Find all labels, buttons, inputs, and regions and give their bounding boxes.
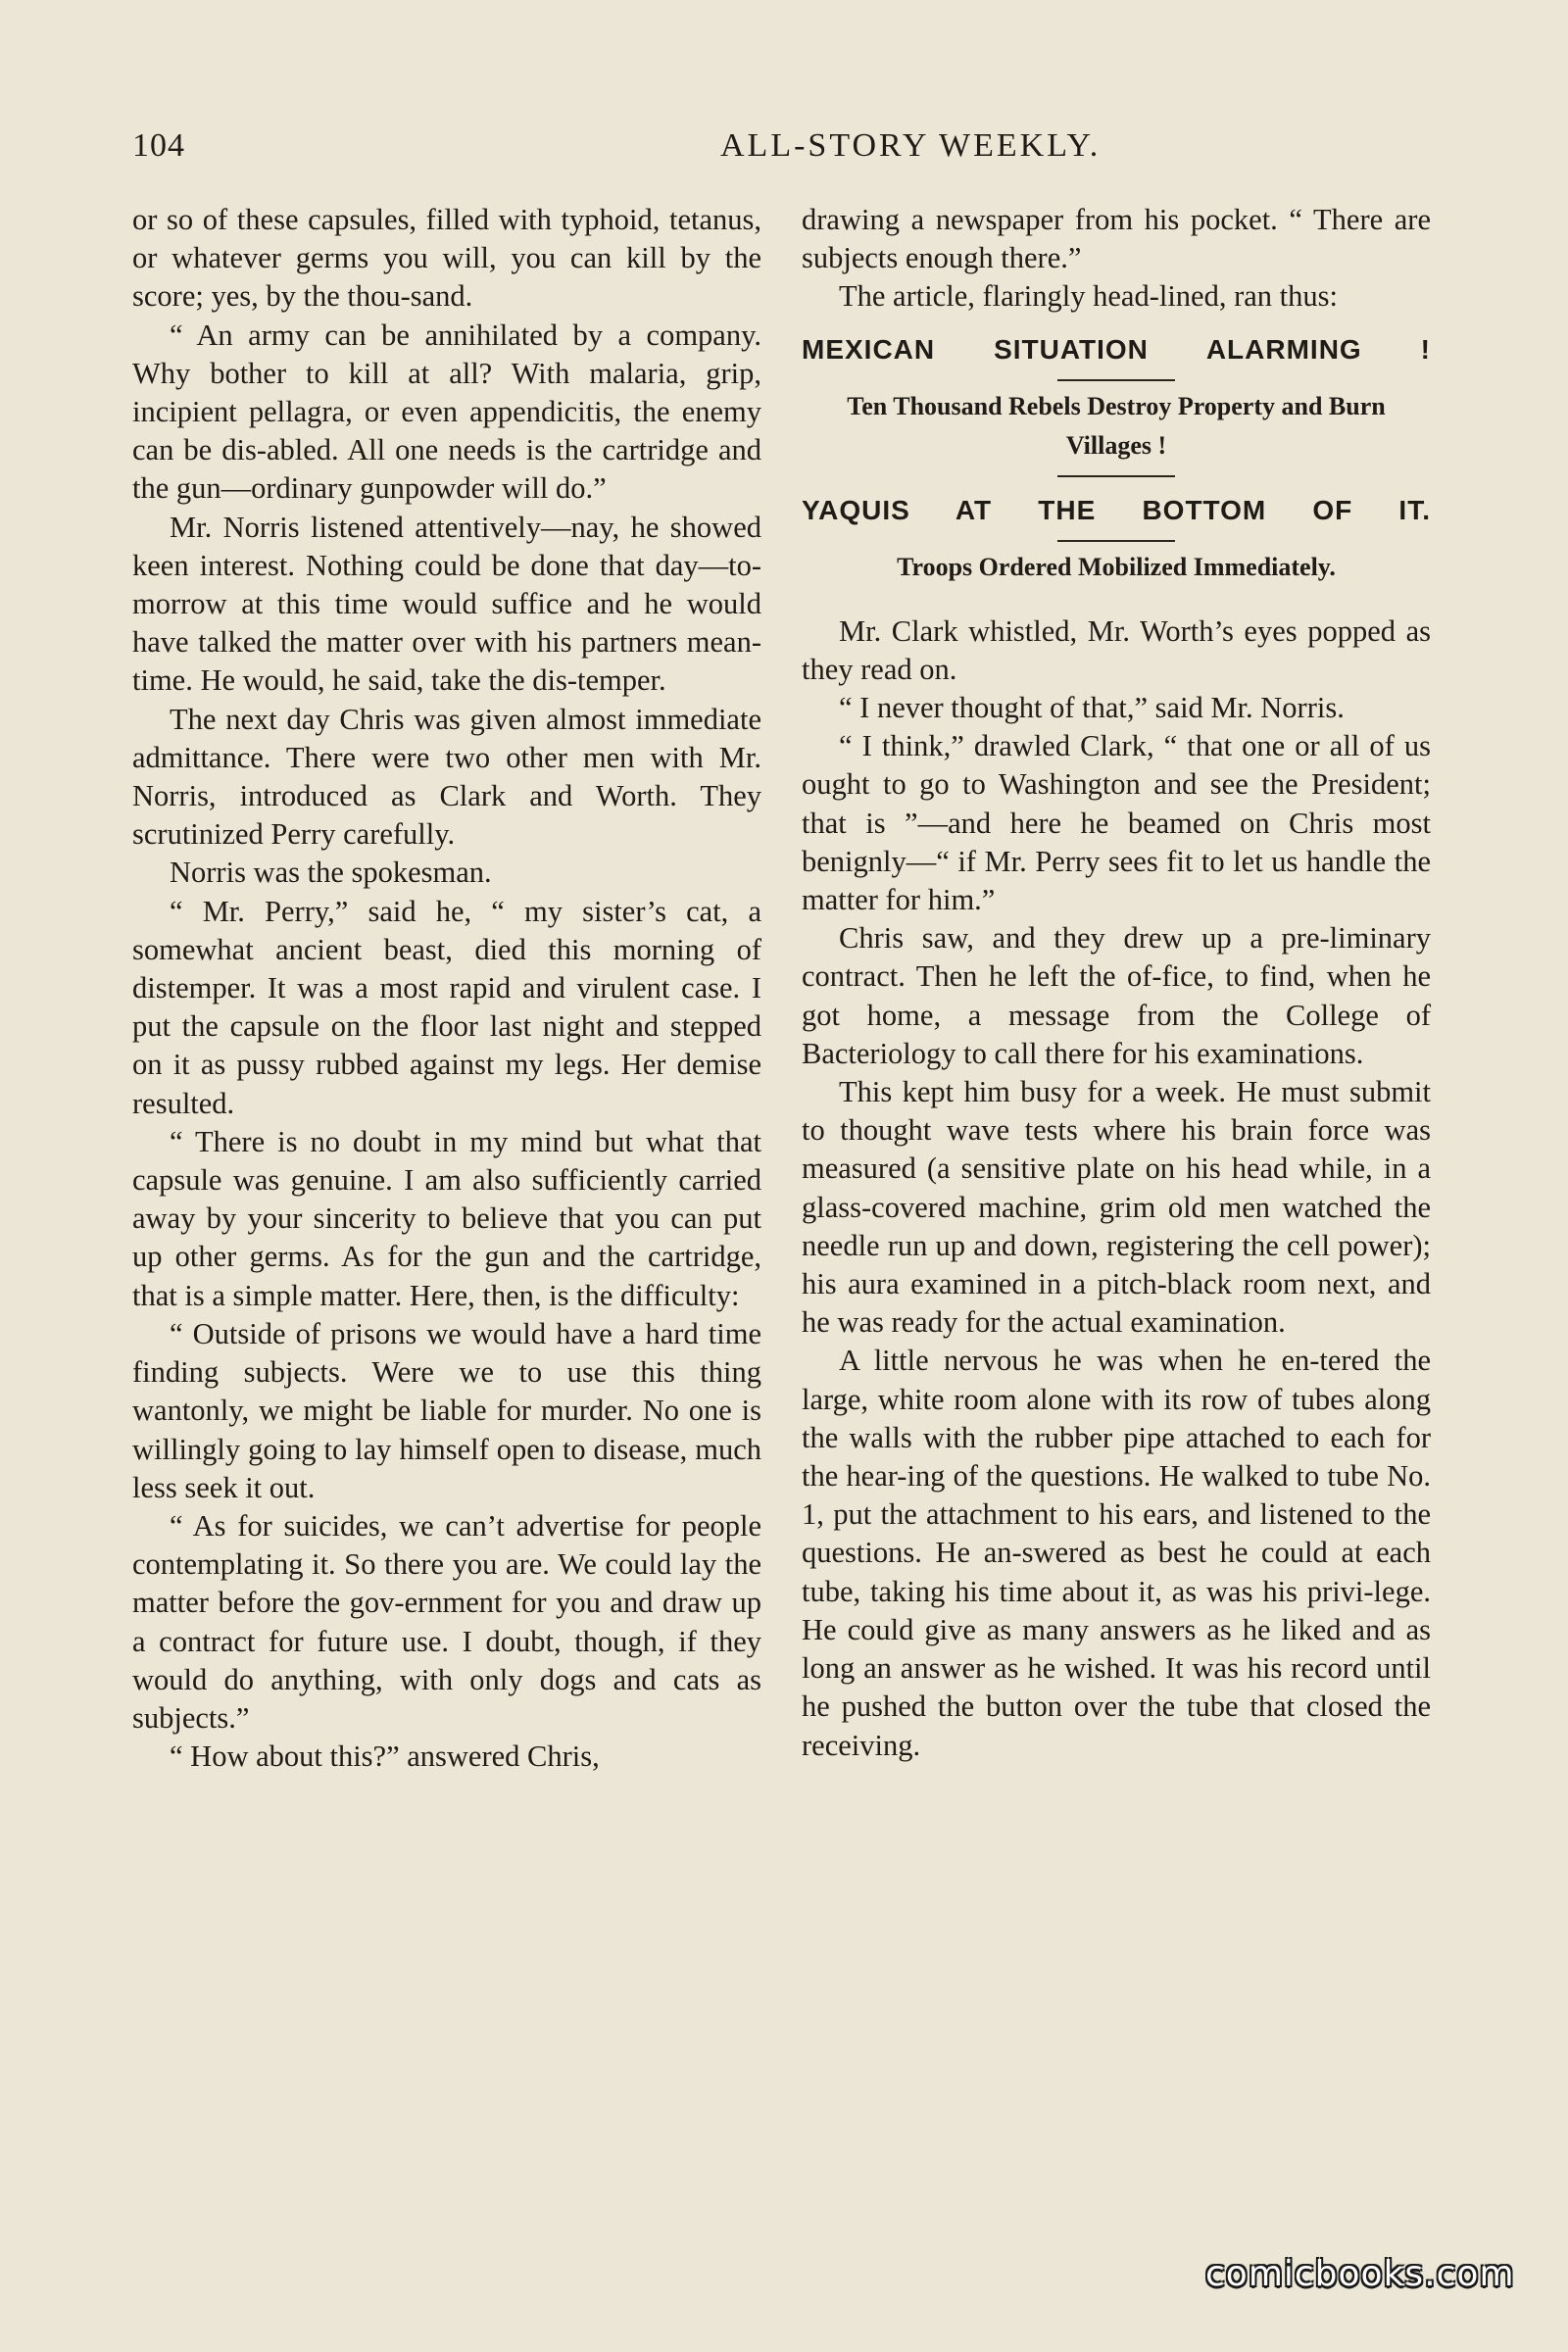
headline-mexican-situation: MEXICAN SITUATION ALARMING ! [802, 333, 1431, 365]
watermark-logo: comicbooks.com [1205, 2254, 1515, 2294]
headline-yaquis: YAQUIS AT THE BOTTOM OF IT. [802, 494, 1431, 525]
paragraph: “ I never thought of that,” said Mr. Norris. [839, 691, 1345, 725]
paragraph: Mr. Clark whistled, Mr. Worth’s eyes popped as they read on. [802, 613, 1431, 686]
left-column [132, 201, 761, 1776]
paragraph: drawing a newspaper from his pocket. “ There are subjects enough there.” [802, 203, 1431, 275]
headline-divider [1057, 475, 1175, 477]
paragraph: or so of these capsules, filled with typhoid, tetanus, or whatever germs you will, you can kill by the score; yes, by the thou-sand. [132, 203, 761, 314]
paragraph: “ There is no doubt in my mind but what that capsule was genuine. I am also sufficiently carried away by your sincerity to believe that you can put up other germs. As for the gun and the cartridge, that is a simple matter. Here, then, is the difficulty: [132, 1124, 761, 1312]
running-title: ALL-STORY WEEKLY. [720, 127, 1102, 164]
paragraph: “ An army can be annihilated by a company. Why bother to kill at all? With malaria, grip, incipient pellagra, or even appendicitis, the enemy can be dis-abled. All one needs is the cartridge and the gun—ordinary gunpowder will do.” [132, 318, 761, 506]
paragraph: “ Outside of prisons we would have a hard time finding subjects. Were we to use this thing wantonly, we might be liable for murder. No one is willingly going to lay himself open to disease, much less seek it out. [132, 1316, 761, 1504]
paragraph: The next day Chris was given almost immediate admittance. There were two other men with Mr. Norris, introduced as Clark and Worth. They scrutinized Perry carefully. [132, 702, 761, 852]
paragraph: Chris saw, and they drew up a pre-liminary contract. Then he left the of-fice, to find, when he got home, a message from the College of Bacteriology to call there for his examinations. [802, 921, 1431, 1070]
paragraph: A little nervous he was when he en-tered the large, white room alone with its row of tubes along the walls with the rubber pipe attached to each for the hear-ing of the questions. He walked to tube No. 1, put the attachment to his ears, and listened to the questions. He an-swered as best he could at each tube, taking his time about it, as was his privi-lege. He could give as many answers as he liked and as long an answer as he wished. It was his record until he pushed the button over the tube that closed the receiving. [802, 1344, 1431, 1762]
paragraph: “ Mr. Perry,” said he, “ my sister’s cat, a somewhat ancient beast, died this morning of distemper. It was a most rapid and virulent case. I put the capsule on the floor last night and stepped on it as pussy rubbed against my legs. Her demise resulted. [132, 894, 761, 1120]
subheadline-troops: Troops Ordered Mobilized Immediately. [897, 552, 1336, 581]
paragraph: Norris was the spokesman. [170, 856, 492, 890]
page-number: 104 [132, 127, 185, 164]
paragraph: “ As for suicides, we can’t advertise for people contemplating it. So there you are. We could lay the matter before the gov-ernment for you and draw up a contract for future use. I doubt, though, if they would do anything, with only dogs and cats as subjects.” [132, 1508, 761, 1735]
headline-divider [1057, 540, 1175, 542]
paragraph: The article, flaringly head-lined, ran thus: [839, 279, 1338, 314]
right-column [802, 201, 1431, 1765]
newspaper-headlines [802, 330, 1431, 587]
page-header [132, 127, 1436, 176]
subheadline-rebels: Ten Thousand Rebels Destroy Property and Burn Villages ! [847, 391, 1386, 460]
paragraph: “ How about this?” answered Chris, [170, 1740, 600, 1774]
headline-divider [1057, 379, 1175, 381]
paragraph: “ I think,” drawled Clark, “ that one or all of us ought to go to Washington and see the President; that is ”—and here he beamed on Chris most benignly—“ if Mr. Perry sees fit to let us handle the matter for him.” [802, 729, 1431, 917]
paragraph: This kept him busy for a week. He must submit to thought wave tests where his brain force was measured (a sensitive plate on his head while, in a glass-covered machine, grim old men watched the needle run up and down, registering the cell power); his aura examined in a pitch-black room next, and he was ready for the actual examination. [802, 1075, 1431, 1340]
paragraph: Mr. Norris listened attentively—nay, he showed keen interest. Nothing could be done that day—to-morrow at this time would suffice and he would have talked the matter over with his partners mean-time. He would, he said, take the dis-temper. [132, 510, 761, 698]
